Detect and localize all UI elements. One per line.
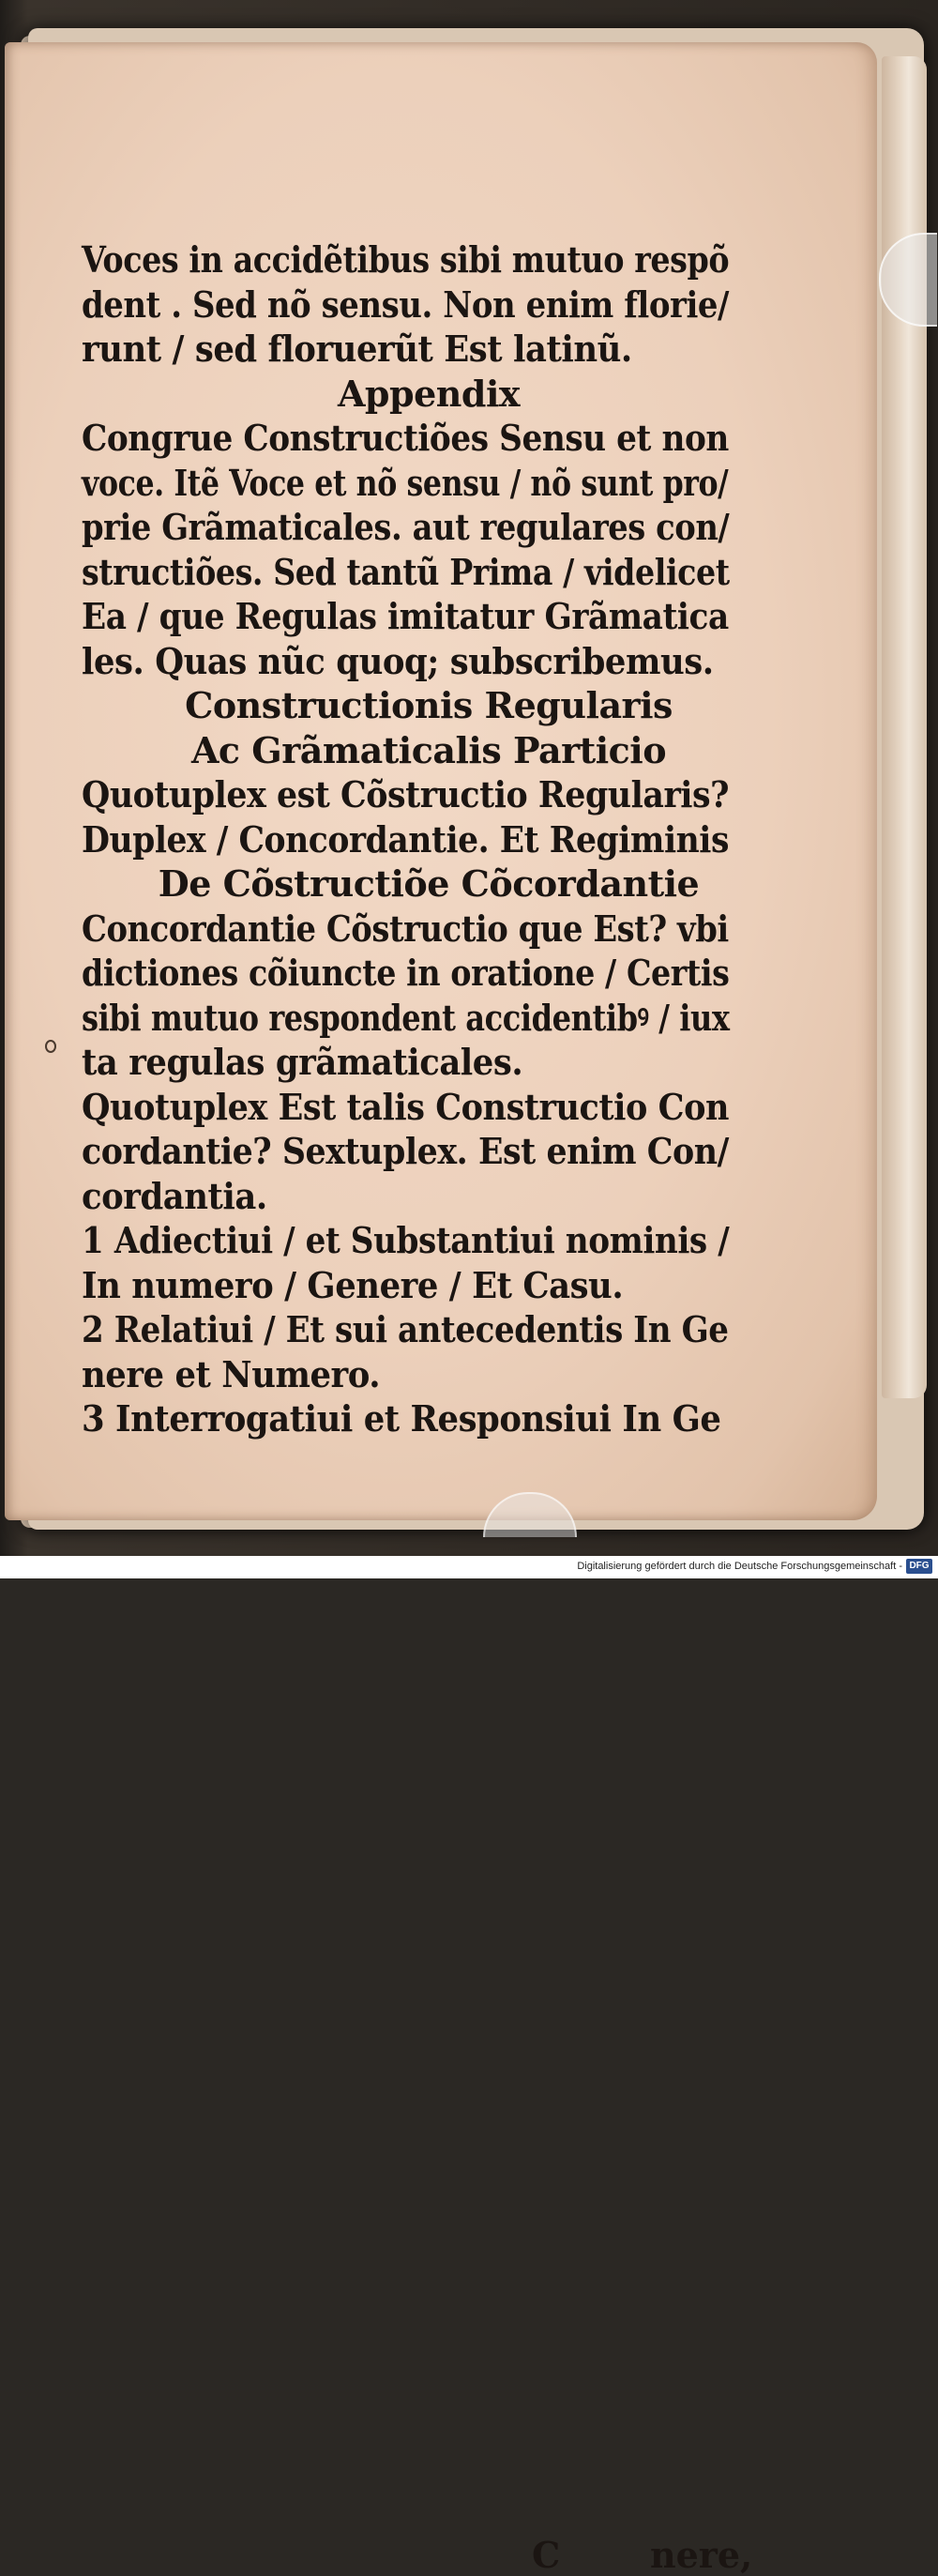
text-line: runt / sed floruerũt Est latinũ. (82, 328, 632, 370)
text-line: dent . Sed nõ sensu. Non enim florie/ (82, 282, 729, 326)
text-line: voce. Itẽ Voce et nõ sensu / nõ sunt pro/ (82, 461, 729, 504)
text-line: 3 Interrogatiui et Responsiui In Ge (82, 1397, 721, 1440)
text-line: Voces in accidẽtibus sibi mutuo respõ (82, 238, 730, 281)
text-line: les. Quas nũc quoq; subscribemus. (82, 639, 714, 682)
text-line: structiões. Sed tantũ Prima / videlicet (82, 550, 730, 593)
text-line: prie Grãmaticales. aut regulares con/ (82, 506, 730, 548)
text-line: 1 Adiectiui / et Substantiui nominis / (82, 1219, 730, 1261)
text-line: In numero / Genere / Et Casu. (82, 1263, 624, 1306)
text-line: Appendix (337, 372, 521, 415)
catchword: nere, (650, 2534, 753, 2576)
dfg-logo: DFG (906, 1559, 932, 1574)
text-line: Quotuplex est Cõstructio Regularis? (82, 773, 730, 815)
text-line: Congrue Constructiões Sensu et non (82, 417, 729, 459)
text-line: De Cõstructiõe Cõcordantie (158, 862, 700, 905)
text-line: Quotuplex Est talis Constructio Con (82, 1085, 730, 1128)
text-line: nere et Numero. (82, 1352, 381, 1395)
text-line: cordantie? Sextuplex. Est enim Con/ (82, 1130, 729, 1172)
text-line: Duplex / Concordantie. Et Regiminis (82, 817, 729, 861)
signature-mark: C (532, 2534, 561, 2576)
text-line: cordantia. (82, 1174, 267, 1217)
text-line: sibi mutuo respondent accidentibꝰ / iux (82, 996, 730, 1039)
footer-credit: Digitalisierung gefördert durch die Deutsche Forschungsgemeinschaft - (577, 1561, 902, 1572)
text-line: Constructionis Regularis (185, 684, 673, 726)
margin-mark (45, 1040, 56, 1053)
text-line: Concordantie Cõstructio que Est? vbi (82, 907, 729, 950)
page-text (82, 237, 776, 1441)
digitization-footer (0, 1556, 938, 1578)
text-line: Ac Grãmaticalis Particio (190, 728, 667, 771)
text-line: ta regulas grãmaticales. (82, 1041, 523, 1083)
text-line: 2 Relatiui / Et sui antecedentis In Ge (82, 1308, 729, 1350)
text-line: dictiones cõiuncte in oratione / Certis (82, 952, 730, 994)
text-line: Ea / que Regulas imitatur Grãmatica (82, 595, 729, 637)
